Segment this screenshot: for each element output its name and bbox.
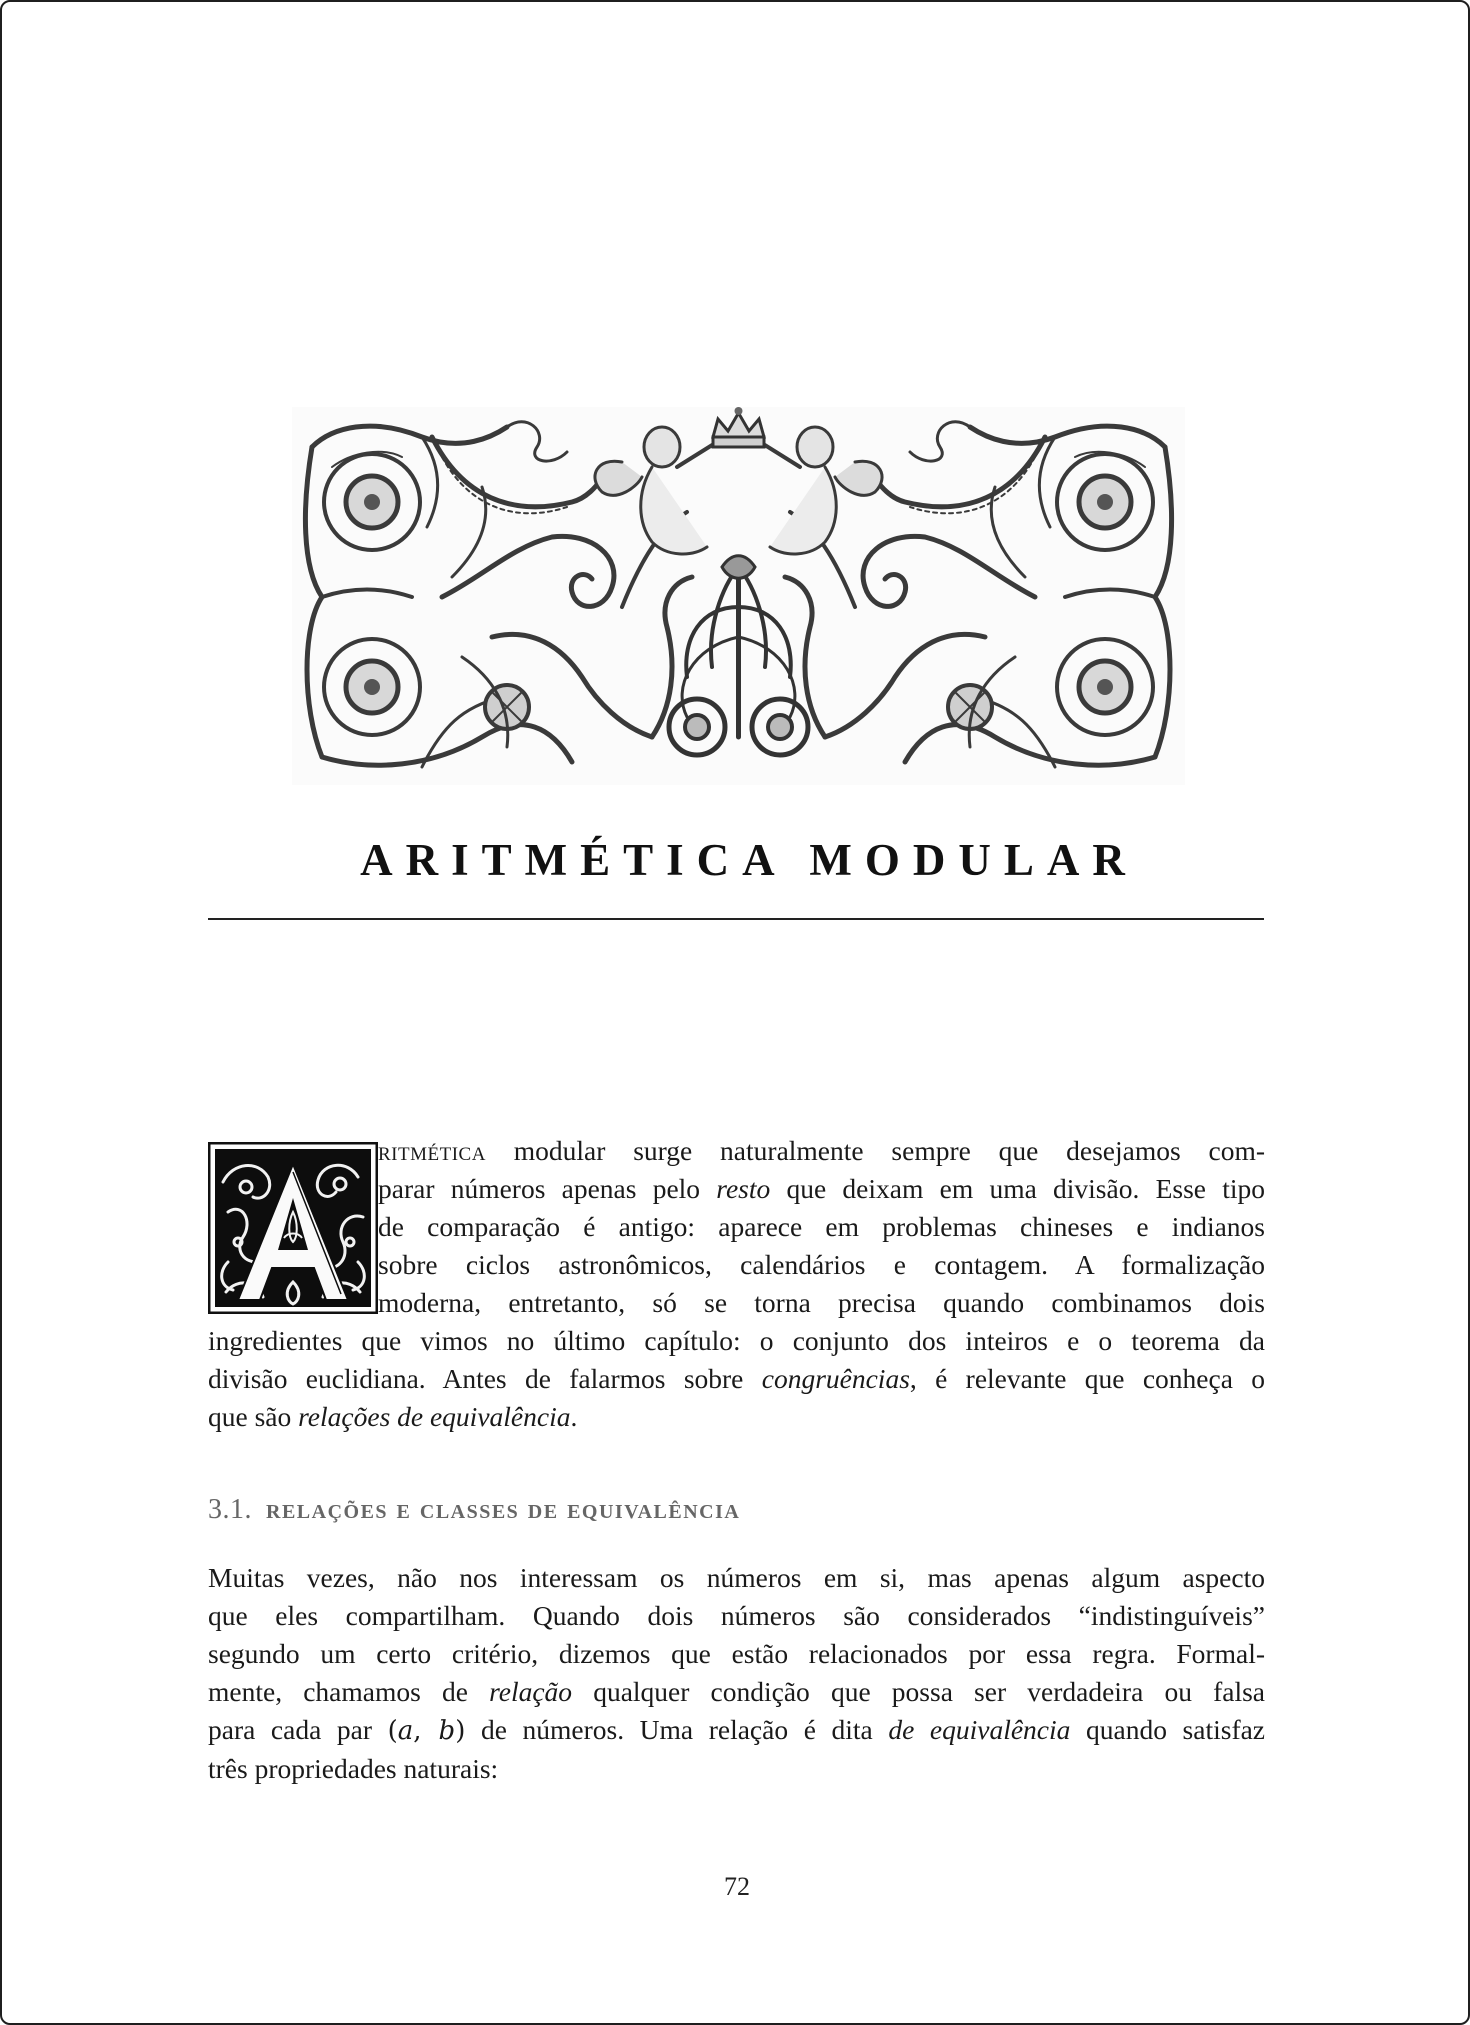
text-run: qualquer condição que possa ser verdadeira ou falsa	[572, 1676, 1265, 1707]
text-run: para cada par	[208, 1714, 388, 1745]
text-run: (	[387, 1716, 398, 1746]
emphasis-text: relação	[489, 1676, 573, 1707]
section-heading	[208, 1490, 740, 1530]
chapter-title: ARITMÉTICA MODULAR	[360, 835, 1138, 885]
text-line	[378, 1132, 1265, 1170]
text-line	[208, 1322, 1265, 1360]
text-line	[208, 1673, 1265, 1711]
text-run: de comparação é antigo: aparece em problemas chineses e indianos	[378, 1211, 1265, 1242]
text-line	[378, 1170, 1265, 1208]
text-run: três propriedades naturais:	[208, 1753, 499, 1784]
text-line	[378, 1246, 1265, 1284]
text-line	[208, 1750, 1265, 1788]
emphasis-text: de equivalência	[888, 1714, 1071, 1745]
text-run: que são	[208, 1401, 299, 1432]
text-run: .	[570, 1401, 578, 1432]
text-run: ,	[413, 1716, 439, 1746]
body-paragraph	[208, 1559, 1265, 1788]
text-run: de números. Uma relação é dita	[465, 1714, 889, 1745]
text-line	[208, 1635, 1265, 1673]
text-line	[378, 1208, 1265, 1246]
text-run: segundo um certo critério, dizemos que estão relacionados por essa regra. Formal-	[208, 1638, 1265, 1669]
text-line	[208, 1398, 1265, 1436]
text-run: quando satisfaz	[1070, 1714, 1266, 1745]
text-run: sobre ciclos astronômicos, calendários e contagem. A formalização	[378, 1249, 1265, 1280]
title-divider	[208, 918, 1264, 920]
math-variable: b	[438, 1716, 456, 1746]
page-number: 72	[724, 1872, 750, 1901]
text-run: ingredientes que vimos no último capítulo: o conjunto dos inteiros e o teorema da	[208, 1325, 1265, 1356]
text-run: ritmética	[378, 1135, 486, 1166]
text-run: mente, chamamos de	[208, 1676, 490, 1707]
text-run: moderna, entretanto, só se torna precisa quando combinamos dois	[378, 1287, 1265, 1318]
text-line	[378, 1284, 1265, 1322]
text-run: parar números apenas pelo	[378, 1173, 717, 1204]
text-line	[208, 1360, 1265, 1398]
ornament-banner-icon	[292, 407, 1185, 785]
text-run: )	[455, 1716, 466, 1746]
math-variable: a	[397, 1716, 414, 1746]
text-run: que eles compartilham. Quando dois números são considerados “indistinguíveis”	[208, 1600, 1265, 1631]
text-run: que deixam em uma divisão. Esse tipo	[770, 1173, 1265, 1204]
text-line	[208, 1711, 1265, 1750]
text-run: modular surge naturalmente sempre que desejamos com-	[485, 1135, 1265, 1166]
emphasis-text: relações de equivalência	[298, 1401, 571, 1432]
section-title: relações e classes de equivalência	[266, 1494, 741, 1525]
text-line	[208, 1559, 1265, 1597]
text-run: Muitas vezes, não nos interessam os números em si, mas apenas algum aspecto	[208, 1562, 1265, 1593]
emphasis-text: congruências	[761, 1363, 910, 1394]
text-run: , é relevante que conheça o	[909, 1363, 1265, 1394]
baroque-scrollwork-icon	[292, 407, 1185, 785]
text-run: divisão euclidiana. Antes de falarmos sobre	[208, 1363, 762, 1394]
emphasis-text: resto	[716, 1173, 771, 1204]
section-number: 3.1.	[208, 1494, 252, 1525]
intro-paragraph	[208, 1132, 1265, 1436]
text-line	[208, 1597, 1265, 1635]
